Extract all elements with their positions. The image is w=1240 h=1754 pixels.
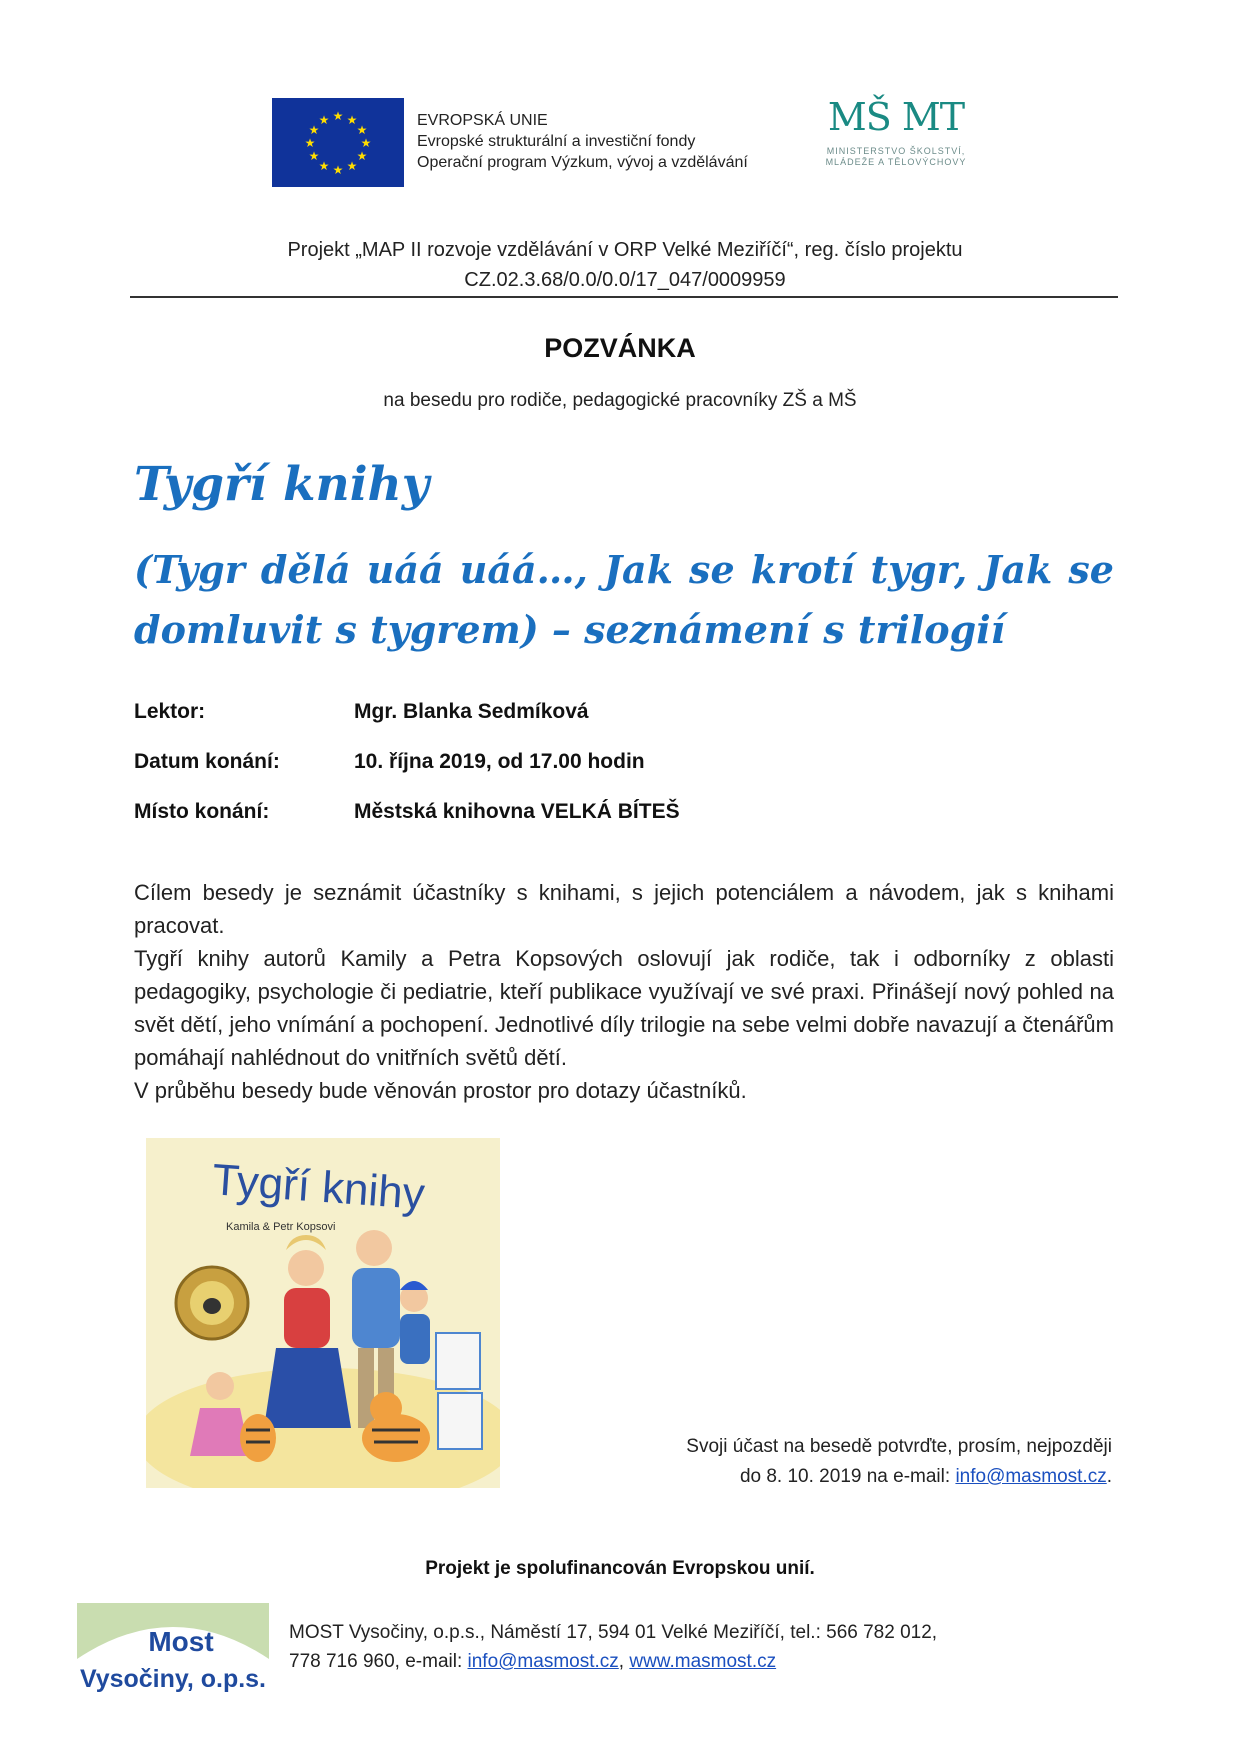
detail-value: Mgr. Blanka Sedmíková — [354, 700, 589, 723]
rsvp-email-link[interactable]: info@masmost.cz — [955, 1466, 1107, 1487]
project-line: Projekt „MAP II rozvoje vzdělávání v ORP Velké Meziříčí“, reg. číslo projektu — [287, 239, 963, 261]
detail-label: Datum konání: — [134, 750, 280, 773]
msmt-logo — [806, 95, 986, 188]
event-description — [134, 876, 1114, 1107]
cofinancing-note: Projekt je spolufinancován Evropskou unií. — [425, 1558, 815, 1579]
footer-separator: , — [618, 1651, 630, 1672]
svg-text:★: ★ — [318, 113, 330, 127]
subheadline-word: se — [689, 547, 735, 592]
detail-label: Místo konání: — [134, 800, 270, 823]
subheadline-word: uáá…, — [459, 547, 588, 592]
eu-flag-logo — [272, 98, 404, 187]
subheadline-word: Jak — [983, 547, 1053, 592]
footer-website-link[interactable]: www.masmost.cz — [629, 1651, 777, 1672]
most-vysociny-logo — [77, 1603, 269, 1703]
project-info — [130, 235, 1120, 295]
subheadline-word: (Tygr — [134, 547, 245, 592]
svg-text:★: ★ — [304, 136, 316, 150]
svg-text:★: ★ — [308, 149, 320, 163]
svg-text:★: ★ — [356, 123, 368, 137]
svg-text:★: ★ — [360, 136, 372, 150]
event-details — [134, 700, 680, 850]
rsvp-line: Svoji účast na besedě potvrďte, prosím, nejpozději — [686, 1436, 1112, 1457]
logo-line-2: Vysočiny, o.p.s. — [80, 1665, 266, 1693]
msmt-caption — [806, 146, 986, 168]
detail-row-date — [134, 750, 680, 800]
most-vysociny-logo-graphic — [77, 1603, 269, 1703]
footer-line: MOST Vysočiny, o.p.s., Náměstí 17, 594 01 Velké Meziříčí, tel.: 566 782 012, — [289, 1622, 938, 1643]
description-paragraph: Tygří knihy autorů Kamily a Petra Kopsových oslovují jak rodiče, tak i odborníky z oblasti pedagogiky, psychologie či pediatrie, kteří publikace využívají ve své praxi. Přinášejí nový pohled na svět dětí, jeho vnímání a pochopení. Jednotlivé díly trilogie na sebe velmi dobře navazují a čtenářům pomáhají nahlédnout do vnitřních světů dětí. — [134, 946, 1114, 1070]
eu-line: EVROPSKÁ UNIE — [417, 112, 548, 129]
footer-contact — [289, 1618, 1109, 1676]
svg-text:★: ★ — [346, 113, 358, 127]
rsvp-line — [560, 1462, 1112, 1492]
eu-stars-icon — [272, 98, 404, 187]
eu-line: Evropské strukturální a investiční fondy — [417, 133, 696, 150]
svg-text:★: ★ — [332, 163, 344, 177]
svg-text:★: ★ — [332, 109, 344, 123]
subheadline-line-2: domluvit s tygrem) – seznámení s trilogií — [134, 607, 1006, 652]
rsvp-line-text: do 8. 10. 2019 na e-mail: — [739, 1466, 956, 1487]
msmt-mark: MŠ MT — [827, 95, 965, 139]
page-subtitle: na besedu pro rodiče, pedagogické pracovníky ZŠ a MŠ — [383, 390, 857, 411]
footer-line — [289, 1647, 1109, 1676]
svg-text:★: ★ — [356, 149, 368, 163]
logo-line-1: Most — [148, 1626, 214, 1657]
svg-text:★: ★ — [308, 123, 320, 137]
family-illustration — [146, 1138, 500, 1488]
event-subheadline — [134, 540, 1114, 660]
eu-program-text — [417, 110, 748, 173]
rsvp-note — [560, 1432, 1112, 1492]
subheadline-word: dělá — [260, 547, 351, 592]
msmt-caption-line: MINISTERSTVO ŠKOLSTVÍ, — [826, 146, 966, 156]
msmt-caption-line: MLÁDEŽE A TĚLOVÝCHOVY — [825, 157, 967, 167]
cover-title: Tygří knihy — [210, 1155, 427, 1219]
detail-value: 10. října 2019, od 17.00 hodin — [354, 750, 645, 773]
detail-row-place — [134, 800, 680, 850]
subheadline-word: tygr, — [870, 547, 968, 592]
cover-authors: Kamila & Petr Kopsovi — [226, 1221, 336, 1233]
svg-text:★: ★ — [318, 159, 330, 173]
detail-label: Lektor: — [134, 700, 206, 723]
subheadline-word: Jak — [604, 547, 673, 592]
subheadline-word: krotí — [750, 547, 855, 592]
subheadline-word: uáá — [366, 547, 444, 592]
footer-email-link[interactable]: info@masmost.cz — [467, 1651, 619, 1672]
description-paragraph: Cílem besedy je seznámit účastníky s knihami, s jejich potenciálem a návodem, jak s knihami pracovat. — [134, 880, 1114, 938]
description-paragraph: V průběhu besedy bude věnován prostor pro dotazy účastníků. — [134, 1078, 747, 1103]
eu-line: Operační program Výzkum, vývoj a vzdělávání — [417, 154, 748, 171]
footer-line-text: 778 716 960, e-mail: — [289, 1651, 468, 1672]
svg-text:★: ★ — [346, 159, 358, 173]
subheadline-word: se — [1068, 547, 1114, 592]
book-cover-image — [146, 1138, 500, 1488]
rsvp-line-suffix: . — [1106, 1466, 1112, 1487]
project-reg-number: CZ.02.3.68/0.0/0.0/17_047/0009959 — [464, 269, 786, 291]
detail-value: Městská knihovna VELKÁ BÍTEŠ — [354, 800, 680, 823]
detail-row-lecturer — [134, 700, 680, 750]
event-headline: Tygří knihy — [134, 457, 430, 512]
page-title: POZVÁNKA — [544, 333, 696, 363]
subheadline-line-1 — [134, 540, 1114, 600]
header-divider — [130, 296, 1118, 298]
